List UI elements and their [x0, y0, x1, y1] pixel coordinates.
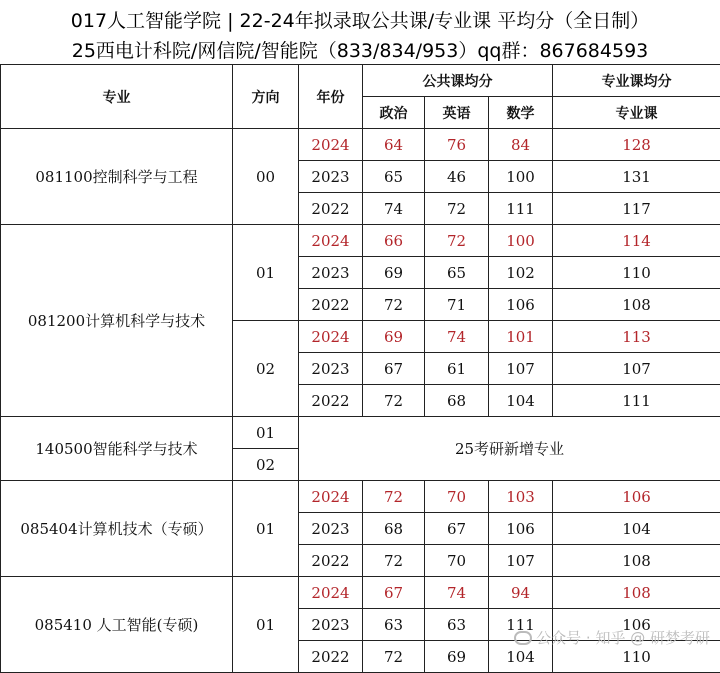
cell-english: 70	[425, 545, 489, 577]
direction-code: 01	[233, 417, 299, 449]
cell-politics: 65	[363, 161, 425, 193]
cell-english: 46	[425, 161, 489, 193]
header-direction: 方向	[233, 65, 299, 129]
watermark	[514, 627, 710, 648]
cell-politics: 72	[363, 545, 425, 577]
cell-english: 68	[425, 385, 489, 417]
cell-year: 2023	[299, 513, 363, 545]
major-name: 140500智能科学与技术	[1, 417, 233, 481]
cell-english: 61	[425, 353, 489, 385]
cell-math: 103	[489, 481, 553, 513]
cell-math: 106	[489, 289, 553, 321]
cell-math: 107	[489, 353, 553, 385]
major-name: 081200计算机科学与技术	[1, 225, 233, 417]
direction-code: 00	[233, 129, 299, 225]
cell-math: 100	[489, 161, 553, 193]
cell-year: 2022	[299, 641, 363, 673]
cell-major: 104	[553, 513, 720, 545]
cell-politics: 72	[363, 481, 425, 513]
cell-major: 108	[553, 577, 720, 609]
cell-politics: 63	[363, 609, 425, 641]
cell-math: 111	[489, 609, 553, 641]
cell-year: 2024	[299, 481, 363, 513]
cell-major: 106	[553, 609, 720, 641]
cell-math: 111	[489, 193, 553, 225]
cell-major: 111	[553, 385, 720, 417]
cell-math: 84	[489, 129, 553, 161]
cell-math: 102	[489, 257, 553, 289]
cell-math: 107	[489, 545, 553, 577]
cell-math: 100	[489, 225, 553, 257]
cell-year: 2023	[299, 609, 363, 641]
cell-politics: 68	[363, 513, 425, 545]
cell-math: 106	[489, 513, 553, 545]
header-major: 专业	[1, 65, 233, 129]
cell-english: 74	[425, 577, 489, 609]
cell-english: 65	[425, 257, 489, 289]
table-body	[1, 129, 720, 673]
cell-politics: 67	[363, 577, 425, 609]
cell-major: 114	[553, 225, 720, 257]
cell-major: 107	[553, 353, 720, 385]
cell-politics: 67	[363, 353, 425, 385]
cell-year: 2023	[299, 161, 363, 193]
cell-year: 2022	[299, 289, 363, 321]
cell-major: 108	[553, 545, 720, 577]
table-row	[1, 225, 720, 257]
cell-year: 2023	[299, 257, 363, 289]
header-year: 年份	[299, 65, 363, 129]
cell-major: 110	[553, 641, 720, 673]
table-row	[1, 577, 720, 609]
cell-math: 101	[489, 321, 553, 353]
cell-english: 69	[425, 641, 489, 673]
cell-politics: 66	[363, 225, 425, 257]
major-name: 081100控制科学与工程	[1, 129, 233, 225]
cell-math: 94	[489, 577, 553, 609]
cell-major: 117	[553, 193, 720, 225]
table-row	[1, 481, 720, 513]
cell-english: 72	[425, 193, 489, 225]
cell-english: 74	[425, 321, 489, 353]
table-row	[1, 129, 720, 161]
cell-year: 2024	[299, 129, 363, 161]
direction-code: 02	[233, 449, 299, 481]
header-math: 数学	[489, 97, 553, 129]
cell-year: 2024	[299, 225, 363, 257]
cell-major: 113	[553, 321, 720, 353]
major-name: 085404计算机技术（专硕）	[1, 481, 233, 577]
direction-code: 01	[233, 225, 299, 321]
cell-english: 76	[425, 129, 489, 161]
watermark-text: 公众号 · 知乎 @ 研梦考研	[536, 627, 710, 648]
cell-year: 2022	[299, 193, 363, 225]
cell-major: 108	[553, 289, 720, 321]
cell-year: 2022	[299, 545, 363, 577]
cell-english: 72	[425, 225, 489, 257]
cell-math: 104	[489, 385, 553, 417]
cell-politics: 72	[363, 641, 425, 673]
cell-math: 104	[489, 641, 553, 673]
major-name: 085410 人工智能(专硕)	[1, 577, 233, 673]
cell-politics: 69	[363, 257, 425, 289]
header-public-group: 公共课均分	[363, 65, 553, 97]
cell-year: 2023	[299, 353, 363, 385]
cell-major: 110	[553, 257, 720, 289]
title-line-1: 017人工智能学院 | 22-24年拟录取公共课/专业课 平均分（全日制）	[0, 6, 720, 33]
table-row	[1, 417, 720, 449]
cell-major: 131	[553, 161, 720, 193]
cell-politics: 69	[363, 321, 425, 353]
cell-politics: 72	[363, 289, 425, 321]
cell-politics: 72	[363, 385, 425, 417]
cell-year: 2024	[299, 321, 363, 353]
header-english: 英语	[425, 97, 489, 129]
cell-english: 70	[425, 481, 489, 513]
title-line-2: 25西电计科院/网信院/智能院（833/834/953）qq群：867684593	[0, 36, 720, 63]
cell-politics: 74	[363, 193, 425, 225]
cell-english: 71	[425, 289, 489, 321]
cell-english: 63	[425, 609, 489, 641]
direction-code: 01	[233, 577, 299, 673]
direction-code: 02	[233, 321, 299, 417]
score-table	[0, 64, 720, 673]
new-major-note: 25考研新增专业	[299, 417, 720, 481]
header-politics: 政治	[363, 97, 425, 129]
cell-english: 67	[425, 513, 489, 545]
cell-major: 106	[553, 481, 720, 513]
wechat-icon	[514, 631, 532, 645]
direction-code: 01	[233, 481, 299, 577]
cell-politics: 64	[363, 129, 425, 161]
cell-year: 2022	[299, 385, 363, 417]
header-major-course: 专业课	[553, 97, 720, 129]
cell-year: 2024	[299, 577, 363, 609]
cell-major: 128	[553, 129, 720, 161]
header-major-group: 专业课均分	[553, 65, 720, 97]
